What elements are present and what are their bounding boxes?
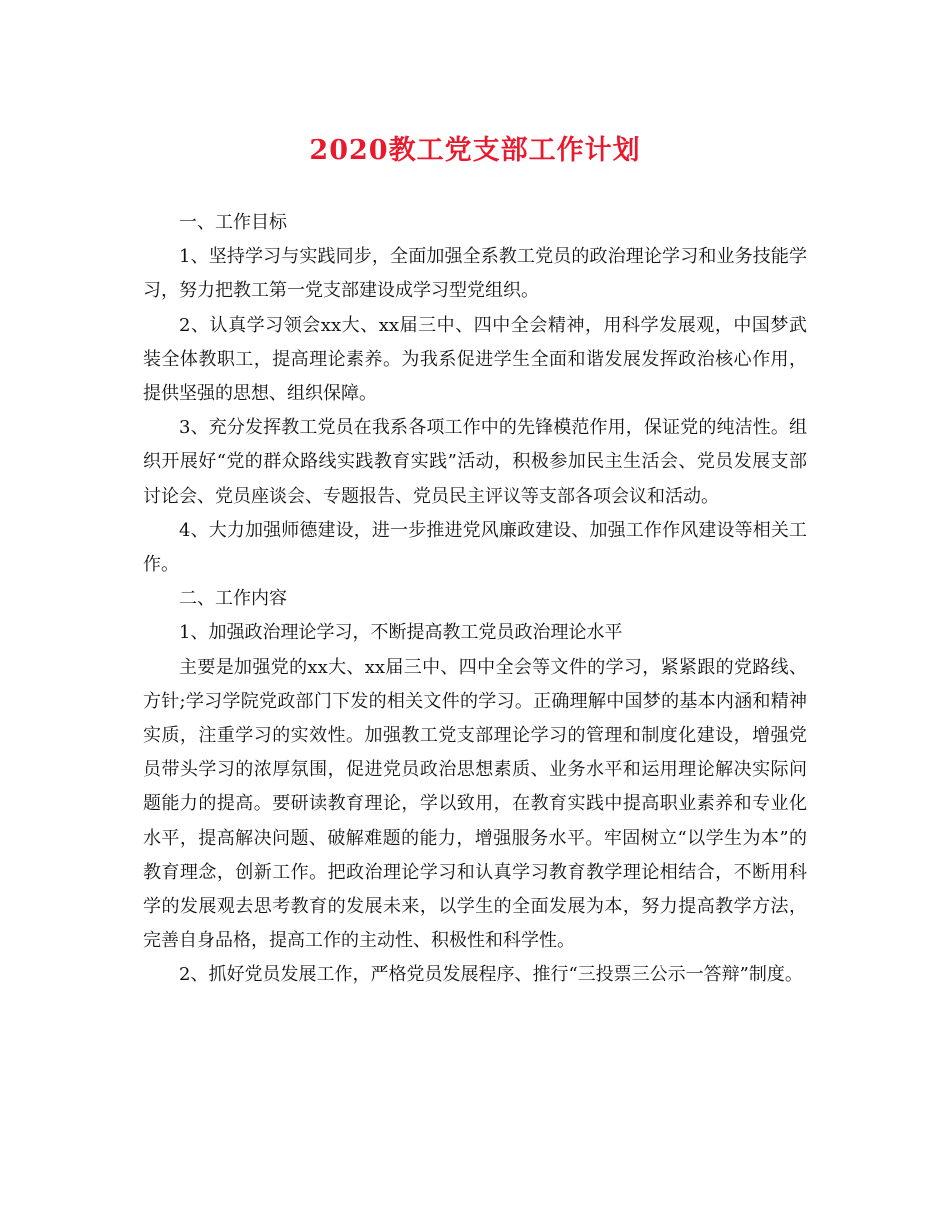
section-heading: 一、工作目标 [179, 212, 287, 233]
document-body [143, 206, 807, 993]
paragraph: 1、加强政治理论学习，不断提高教工党员政治理论水平 [179, 622, 623, 644]
paragraph: 主要是加强党的xx大、xx届三中、四中全会等文件的学习，紧紧跟的党路线、方针;学习学院党政部门下发的相关文件的学习。正确理解中国梦的基本内涵和精神实质，注重学习的实效性。加强教工党支部理论学习的管理和制度化建设，增强党员带头学习的浓厚氛围，促进党员政治思想素质、业务水平和运用理论解决实际问题能力的提高。要研读教育理论，学以致用，在教育实践中提高职业素养和专业化水平，提高解决问题、破解难题的能力，增强服务水平。牢固树立“以学生为本”的教育理念，创新工作。把政治理论学习和认真学习教育教学理论相结合，不断用科学的发展观去思考教育的发展未来，以学生的全面发展为本，努力提高教学方法，完善自身品格，提高工作的主动性、积极性和科学性。 [143, 656, 807, 952]
paragraph: 3、充分发挥教工党员在我系各项工作中的先锋模范作用，保证党的纯洁性。组织开展好“党的群众路线实践教育实践”活动，积极参加民主生活会、党员发展支部讨论会、党员座谈会、专题报告、党员民主评议等支部各项会议和活动。 [143, 417, 807, 507]
section-heading: 二、工作内容 [179, 588, 287, 610]
document-title: 2020教工党支部工作计划 [309, 135, 641, 166]
paragraph: 4、大力加强师德建设，进一步推进党风廉政建设、加强工作作风建设等相关工作。 [143, 519, 807, 576]
paragraph: 1、坚持学习与实践同步，全面加强全系教工党员的政治理论学习和业务技能学习，努力把教工第一党支部建设成学习型党组织。 [143, 246, 807, 302]
paragraph: 2、抓好党员发展工作，严格党员发展程序、推行“三投票三公示一答辩”制度。 [179, 964, 803, 986]
paragraph: 2、认真学习领会xx大、xx届三中、四中全会精神，用科学发展观，中国梦武装全体教职工，提高理论素养。为我系促进学生全面和谐发展发挥政治核心作用，提供坚强的思想、组织保障。 [143, 314, 807, 405]
